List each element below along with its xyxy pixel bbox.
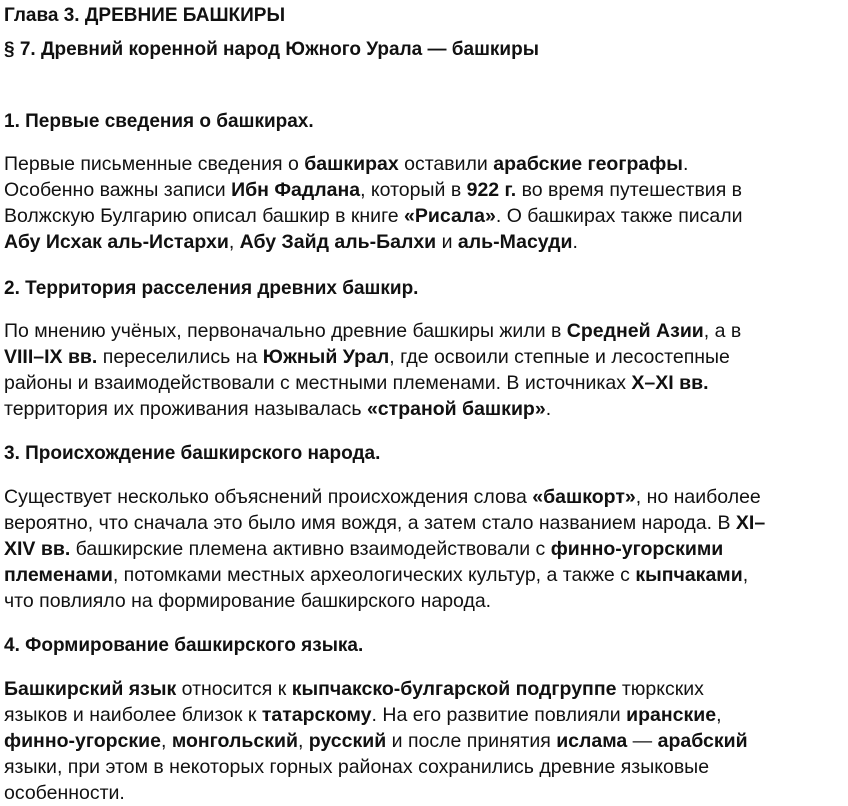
text-run: что повлияло на формирование башкирского народа. (4, 590, 492, 612)
text-run: и (436, 231, 458, 253)
text-run: оставили (398, 153, 494, 175)
bold-term: «башкорт» (532, 486, 636, 508)
text-run: . (545, 398, 552, 420)
text-run: , (228, 231, 240, 253)
bold-term: финно-угорскими (550, 538, 724, 560)
text-run: башкирские племена активно взаимодействовали с (70, 538, 551, 560)
section-paragraph-1 (4, 151, 844, 255)
text-run: . О башкирах также писали (495, 205, 743, 227)
text-run: , (160, 730, 172, 752)
section-heading-1: 1. Первые сведения о башкирах. (4, 111, 314, 132)
paragraph-line (4, 588, 844, 614)
bold-term: XIV вв. (4, 538, 71, 560)
bold-term: Ибн Фадлана (231, 179, 361, 201)
section-heading-3: 3. Происхождение башкирского народа. (4, 443, 381, 464)
paragraph-line (4, 780, 844, 806)
text-run: , а в (703, 320, 742, 342)
bold-term: арабские географы (493, 153, 683, 175)
text-run: . (682, 153, 689, 175)
text-run: . (572, 231, 578, 253)
paragraph-line (4, 702, 844, 728)
bold-term: VIII–IX вв. (4, 346, 98, 368)
paragraph-line (4, 370, 844, 396)
text-run: во время путешествия в (516, 179, 743, 201)
bold-term: татарскому (261, 704, 372, 726)
paragraph-line (4, 510, 844, 536)
section-heading-4: 4. Формирование башкирского языка. (4, 635, 364, 656)
paragraph-line (4, 177, 844, 203)
paragraph-line (4, 318, 844, 344)
bold-term: «Рисала» (404, 205, 496, 227)
bold-term: иранские (626, 704, 717, 726)
section-heading-2: 2. Территория расселения древних башкир. (4, 278, 419, 299)
text-run: и после принятия (386, 730, 557, 752)
text-run: языков и наиболее близок к (4, 704, 262, 726)
text-run: , но наиболее (635, 486, 761, 508)
text-run: тюркских (616, 678, 704, 700)
paragraph-line (4, 728, 844, 754)
bold-term: русский (308, 730, 387, 752)
bold-term: племенами (4, 564, 113, 586)
bold-term: Абу Зайд аль-Балхи (239, 231, 437, 253)
text-run: вероятно, что сначала это было имя вождя, а затем стало названием народа. В (4, 512, 736, 534)
text-run: территория их проживания называлась (4, 398, 367, 420)
text-run: Первые письменные сведения о (4, 153, 305, 175)
text-run: По мнению учёных, первоначально древние башкиры жили в (4, 320, 567, 342)
text-run: языки, при этом в некоторых горных районах сохранились древние языковые (4, 756, 710, 778)
bold-term: X–XI вв. (631, 372, 709, 394)
paragraph-line (4, 396, 844, 422)
text-run: , (742, 564, 749, 586)
chapter-title: Глава 3. ДРЕВНИЕ БАШКИРЫ (4, 5, 286, 26)
paragraph-line (4, 203, 844, 229)
text-run: относится к (176, 678, 292, 700)
bold-term: ислама (556, 730, 628, 752)
text-run: переселились на (97, 346, 263, 368)
bold-term: Абу Исхак аль-Истархи (4, 231, 229, 253)
section-paragraph-2 (4, 318, 844, 422)
text-run: , (716, 704, 722, 726)
bold-term: Средней Азии (566, 320, 704, 342)
section-paragraph-3 (4, 484, 844, 614)
bold-term: XI– (735, 512, 766, 534)
text-run: Существует несколько объяснений происхождения слова (4, 486, 533, 508)
bold-term: «страной башкир» (366, 398, 546, 420)
bold-term: Южный Урал (262, 346, 390, 368)
text-run: Особенно важны записи (4, 179, 232, 201)
bold-term: башкирах (304, 153, 399, 175)
section-title: § 7. Древний коренной народ Южного Урала — башкиры (4, 39, 539, 60)
section-paragraph-4 (4, 676, 844, 806)
paragraph-line (4, 484, 844, 510)
paragraph-line (4, 676, 844, 702)
text-run: , который в (360, 179, 467, 201)
paragraph-line (4, 562, 844, 588)
bold-term: кыпчаками (635, 564, 743, 586)
text-run: особенности. (4, 782, 125, 804)
text-run: , где освоили степные и лесостепные (389, 346, 730, 368)
bold-term: монгольский (171, 730, 298, 752)
paragraph-line (4, 754, 844, 780)
paragraph-line (4, 344, 844, 370)
bold-term: арабский (657, 730, 748, 752)
bold-term: Башкирский язык (4, 678, 177, 700)
text-run: Волжскую Булгарию описал башкир в книге (4, 205, 405, 227)
text-run: , (297, 730, 309, 752)
text-run: районы и взаимодействовали с местными племенами. В источниках (4, 372, 632, 394)
text-run: , потомками местных археологических культур, а также с (112, 564, 636, 586)
bold-term: финно-угорские (4, 730, 161, 752)
text-run: . На его развитие повлияли (371, 704, 627, 726)
bold-term: 922 г. (466, 179, 517, 201)
paragraph-line (4, 229, 844, 255)
text-run: — (627, 730, 658, 752)
paragraph-line (4, 536, 844, 562)
bold-term: аль-Масуди (457, 231, 573, 253)
paragraph-line (4, 151, 844, 177)
bold-term: кыпчакско-булгарской подгруппе (291, 678, 617, 700)
